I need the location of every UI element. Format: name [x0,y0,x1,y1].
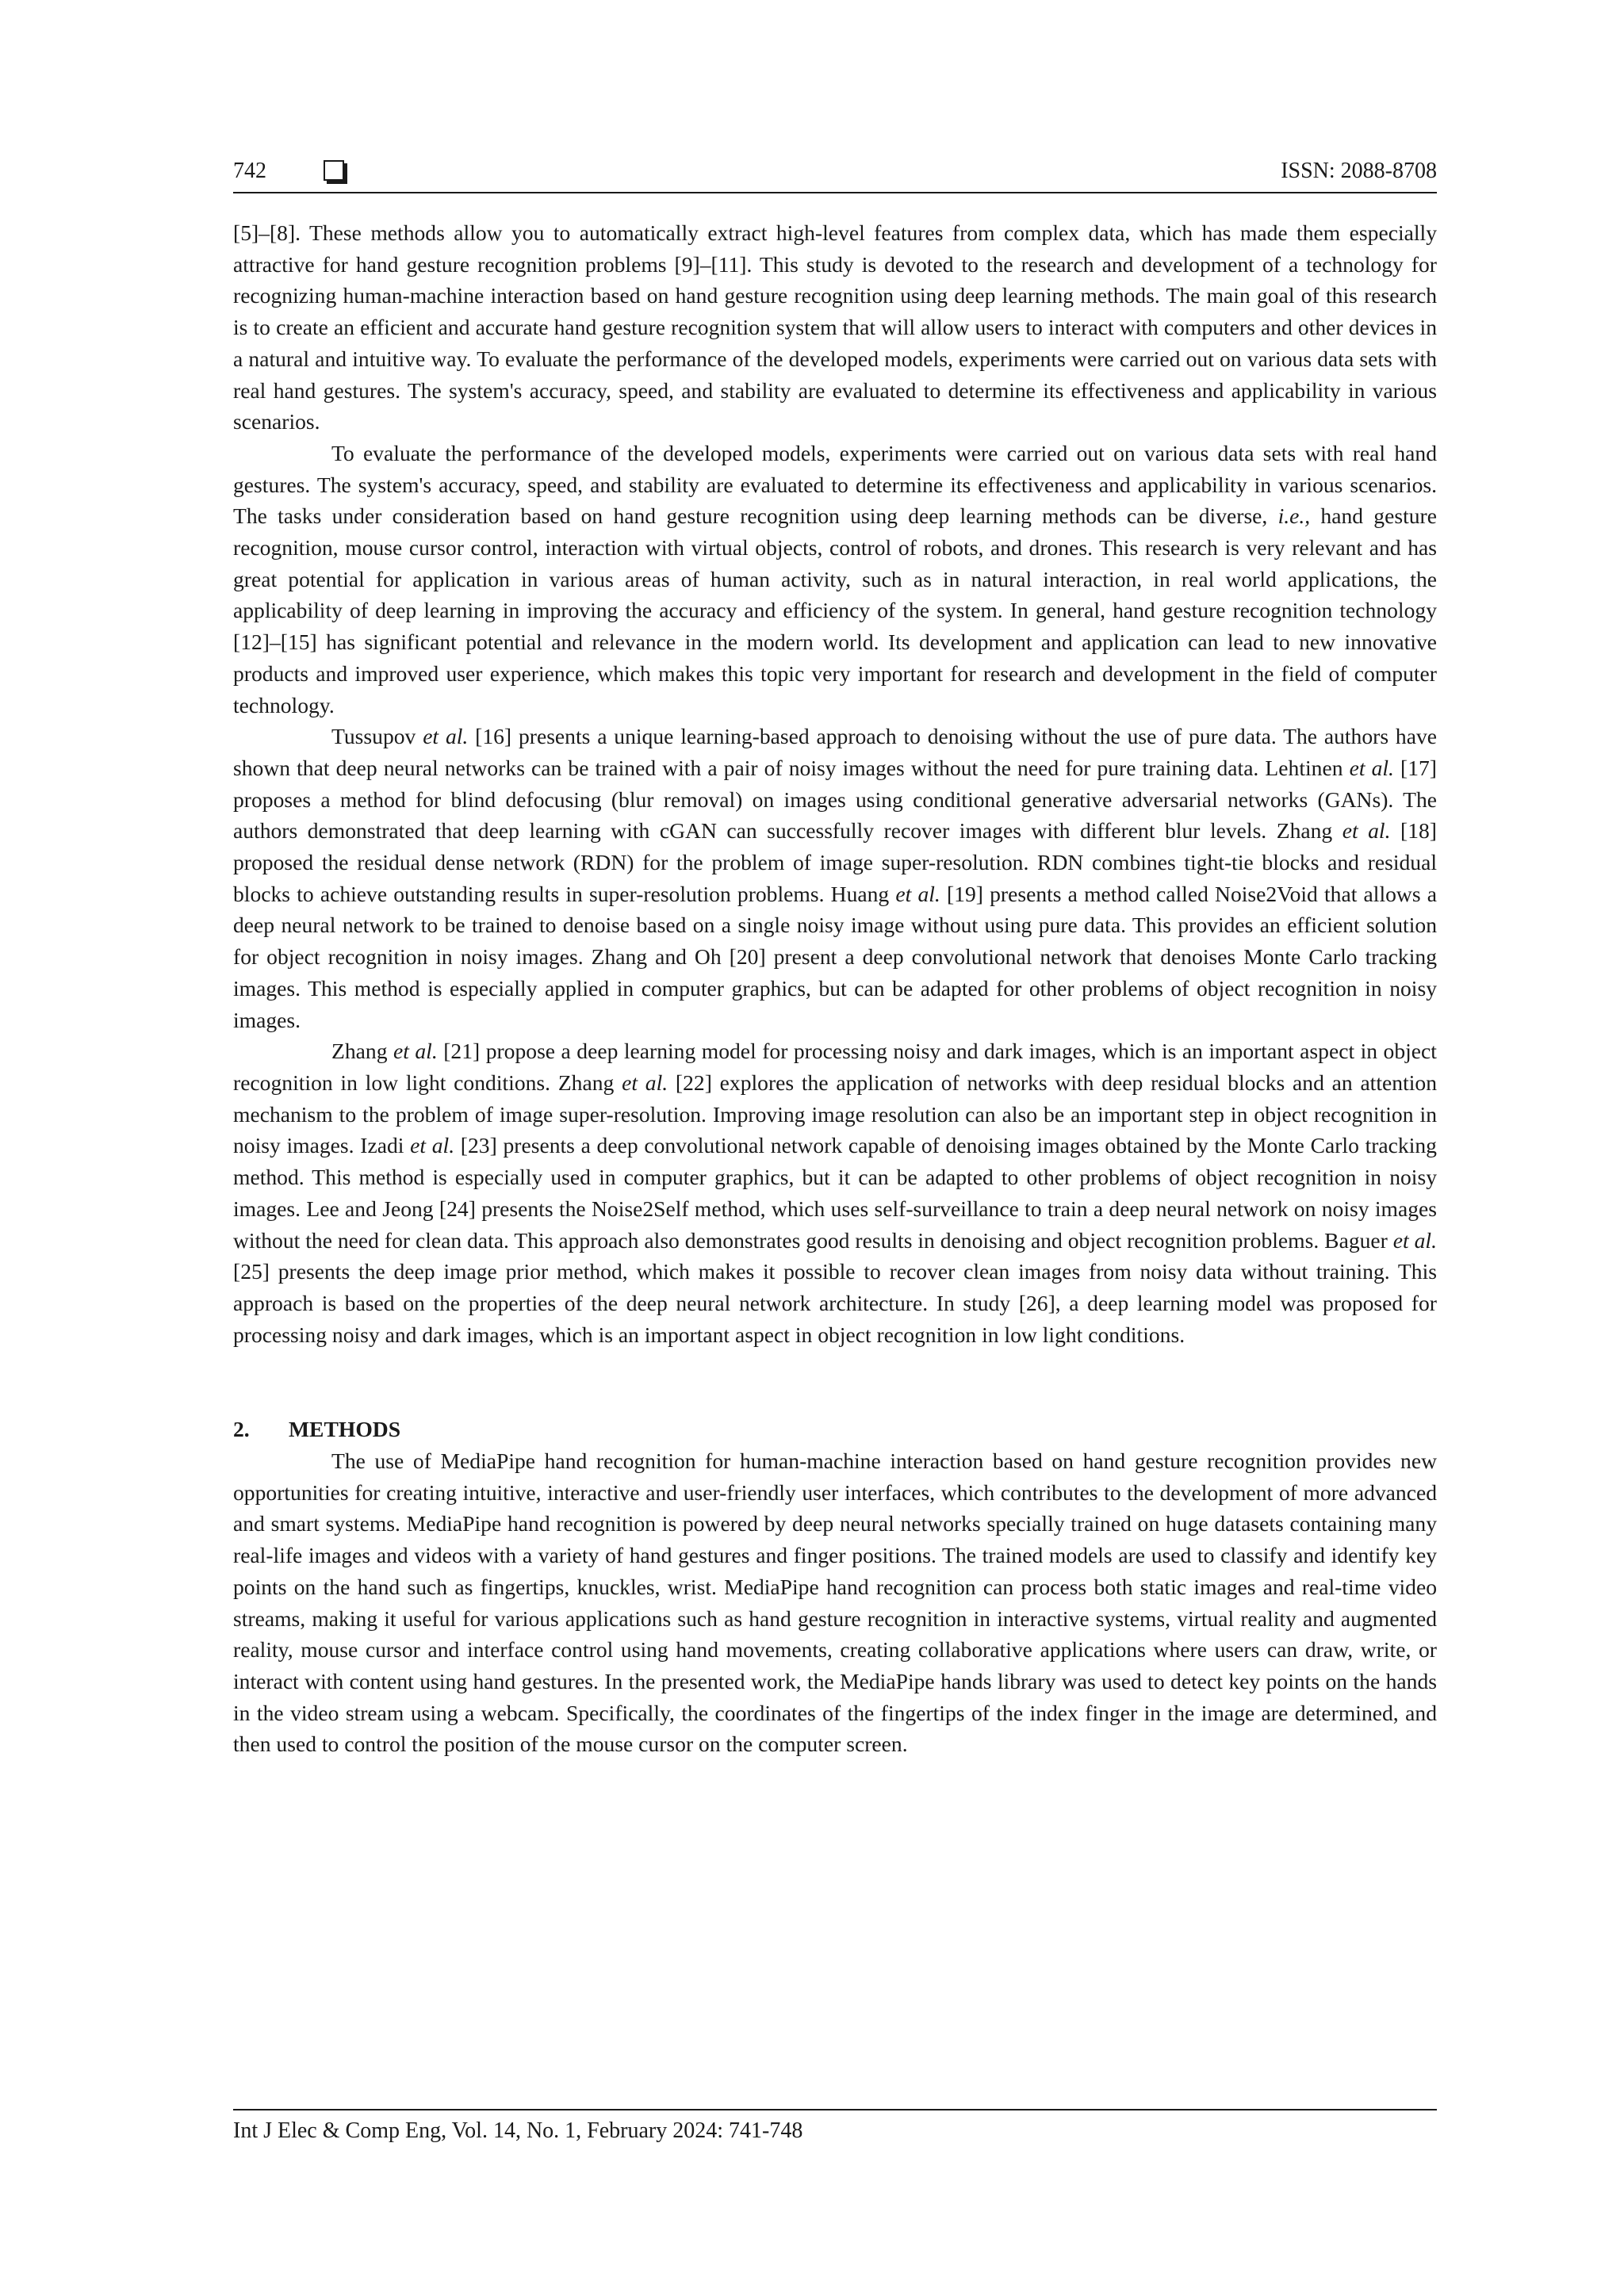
paragraph-2: To evaluate the performance of the developed models, experiments were carried out on various data sets with real hand gestures. The system's accuracy, speed, and stability are evaluated to determine its effectiveness and applicability in various scenarios. The tasks under consideration based on hand gesture recognition using deep learning methods can be diverse, i.e., hand gesture recognition, mouse cursor control, interaction with virtual objects, control of robots, and drones. This research is very relevant and has great potential for application in various areas of human activity, such as in natural interaction, in real world applications, the applicability of deep learning in improving the accuracy and efficiency of the system. In general, hand gesture recognition technology [12]–[15] has significant potential and relevance in the modern world. Its development and application can lead to new innovative products and improved user experience, which makes this topic very important for research and development in the field of computer technology. [233,440,1437,718]
journal-citation: Int J Elec & Comp Eng, Vol. 14, No. 1, February 2024: 741-748 [233,2118,803,2143]
methods-paragraph-1: The use of MediaPipe hand recognition for human-machine interaction based on hand gesture recognition provides new opportunities for creating intuitive, interactive and user-friendly user interfaces, which contributes to the development of more advanced and smart systems. MediaPipe hand recognition is powered by deep neural networks specially trained on huge datasets containing many real-life images and videos with a variety of hand gestures and finger positions. The trained models are used to classify and identify key points on the hand such as fingertips, knuckles, wrist. MediaPipe hand recognition can process both static images and real-time video streams, making it useful for various applications such as hand gesture recognition in interactive systems, virtual reality and augmented reality, mouse cursor and interface control using hand movements, creating collaborative applications where users can draw, write, or interact with content using hand gestures. In the presented work, the MediaPipe hands library was used to detect key points on the hands in the video stream using a webcam. Specifically, the coordinates of the fingertips of the index finger in the image are determined, and then used to control the position of the mouse cursor on the computer screen. [233,1448,1437,1757]
paragraph-3: Tussupov et al. [16] presents a unique learning-based approach to denoising without the use of pure data. The authors have shown that deep neural networks can be trained with a pair of noisy images without the need for pure training data. Lehtinen et al. [17] proposes a method for blind defocusing (blur removal) on images using conditional generative adversarial networks (GANs). The authors demonstrated that deep learning with cGAN can successfully recover images with different blur levels. Zhang et al. [18] proposed the residual dense network (RDN) for the problem of image super-resolution. RDN combines tight-tie blocks and residual blocks to achieve outstanding results in super-resolution problems. Huang et al. [19] presents a method called Noise2Void that allows a deep neural network to be trained to denoise based on a single noisy image without using pure data. This provides an efficient solution for object recognition in noisy images. Zhang and Oh [20] present a deep convolutional network that denoises Monte Carlo tracking images. This method is especially applied in computer graphics, but can be adapted for other problems of object recognition in noisy images. [233,724,1437,1032]
page-number: 742 [233,159,266,183]
section-title: METHODS [289,1417,401,1442]
page-footer [233,2109,1437,2147]
checkbox-square-icon [324,160,344,181]
section-number: 2. [233,1417,250,1442]
section-heading-methods [233,1414,1437,1445]
paragraph-4: Zhang et al. [21] propose a deep learning model for processing noisy and dark images, which is an important aspect in object recognition in low light conditions. Zhang et al. [22] explores the application of networks with deep residual blocks and an attention mechanism to the problem of image super-resolution. Improving image resolution can also be an important step in object recognition in noisy images. Izadi et al. [23] presents a deep convolutional network capable of denoising images obtained by the Monte Carlo tracking method. This method is especially used in computer graphics, but it can be adapted to other problems of object recognition in noisy images. Lee and Jeong [24] presents the Noise2Self method, which uses self-surveillance to train a deep neural network on noisy images without the need for clean data. This approach also demonstrates good results in denoising and object recognition problems. Baguer et al. [25] presents the deep image prior method, which makes it possible to recover clean images from noisy data without training. This approach is based on the properties of the deep neural network architecture. In study [26], a deep learning model was proposed for processing noisy and dark images, which is an important aspect in object recognition in low light conditions. [233,1039,1437,1347]
page-header [233,155,1437,193]
main-text [233,217,1437,1760]
issn-label: ISSN: 2088-8708 [1281,159,1437,183]
paragraph-1: [5]–[8]. These methods allow you to automatically extract high-level features from complex data, which has made them especially attractive for hand gesture recognition problems [9]–[11]. This study is devoted to the research and development of a technology for recognizing human-machine interaction based on hand gesture recognition using deep learning methods. The main goal of this research is to create an efficient and accurate hand gesture recognition system that will allow users to interact with computers and other devices in a natural and intuitive way. To evaluate the performance of the developed models, experiments were carried out on various data sets with real hand gestures. The system's accuracy, speed, and stability are evaluated to determine its effectiveness and applicability in various scenarios. [233,220,1437,434]
